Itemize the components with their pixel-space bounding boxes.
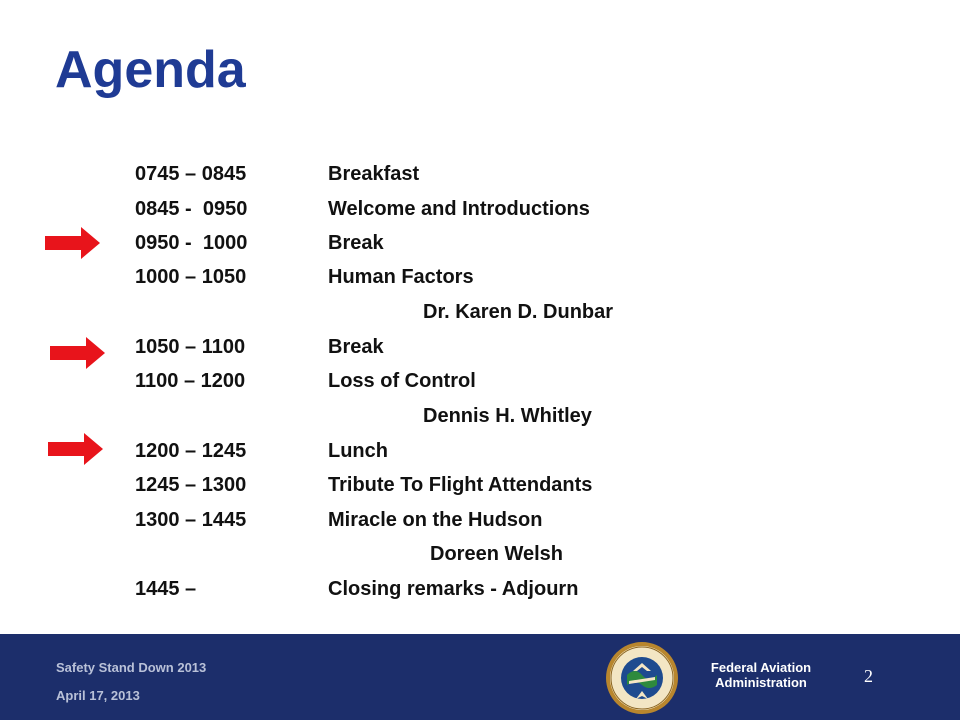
agenda-item: Closing remarks - Adjourn bbox=[328, 578, 579, 600]
footer-date: April 17, 2013 bbox=[56, 688, 140, 703]
agenda-time: 1050 – 1100 bbox=[135, 336, 246, 358]
agenda-row bbox=[0, 157, 960, 191]
agenda-item: Break bbox=[328, 232, 384, 254]
faa-name-line1: Federal Aviation bbox=[710, 660, 812, 675]
agenda-time: 0950 - 1000 bbox=[135, 232, 248, 254]
agenda-row bbox=[0, 503, 960, 537]
agenda-time: 1445 – bbox=[135, 578, 197, 600]
agenda-speaker-row bbox=[0, 399, 960, 433]
agenda-speaker: Dennis H. Whitley bbox=[423, 405, 592, 427]
agenda-speaker: Dr. Karen D. Dunbar bbox=[423, 301, 614, 323]
agenda-speaker: Doreen Welsh bbox=[430, 543, 563, 565]
faa-name bbox=[693, 660, 829, 690]
agenda-time: 0745 – 0845 bbox=[135, 163, 247, 185]
faa-name-line2: Administration bbox=[715, 675, 807, 690]
agenda-time: 1245 – 1300 bbox=[135, 474, 247, 496]
agenda-row bbox=[0, 330, 960, 364]
agenda-item: Miracle on the Hudson bbox=[328, 509, 543, 531]
agenda-item: Lunch bbox=[328, 440, 388, 462]
agenda-speaker-row bbox=[0, 295, 960, 329]
slide-title: Agenda bbox=[55, 41, 246, 99]
agenda-item: Tribute To Flight Attendants bbox=[328, 474, 593, 496]
agenda-row bbox=[0, 572, 960, 606]
agenda-row bbox=[0, 434, 960, 468]
agenda-item: Welcome and Introductions bbox=[328, 198, 590, 220]
footer-bar bbox=[0, 634, 960, 720]
agenda-item: Human Factors bbox=[328, 266, 474, 288]
faa-seal-icon bbox=[605, 641, 679, 715]
agenda-row bbox=[0, 192, 960, 226]
agenda-item: Loss of Control bbox=[328, 370, 476, 392]
agenda-item: Breakfast bbox=[328, 163, 420, 185]
agenda-row bbox=[0, 226, 960, 260]
agenda-row bbox=[0, 468, 960, 502]
agenda-time: 1200 – 1245 bbox=[135, 440, 247, 462]
agenda-row bbox=[0, 260, 960, 294]
agenda-time: 1100 – 1200 bbox=[135, 370, 246, 392]
page-number: 2 bbox=[864, 666, 873, 686]
agenda-time: 1000 – 1050 bbox=[135, 266, 247, 288]
footer-event: Safety Stand Down 2013 bbox=[56, 660, 207, 675]
agenda-item: Break bbox=[328, 336, 384, 358]
agenda-time: 1300 – 1445 bbox=[135, 509, 247, 531]
agenda-speaker-row bbox=[0, 537, 960, 571]
agenda-time: 0845 - 0950 bbox=[135, 198, 248, 220]
agenda-row bbox=[0, 364, 960, 398]
